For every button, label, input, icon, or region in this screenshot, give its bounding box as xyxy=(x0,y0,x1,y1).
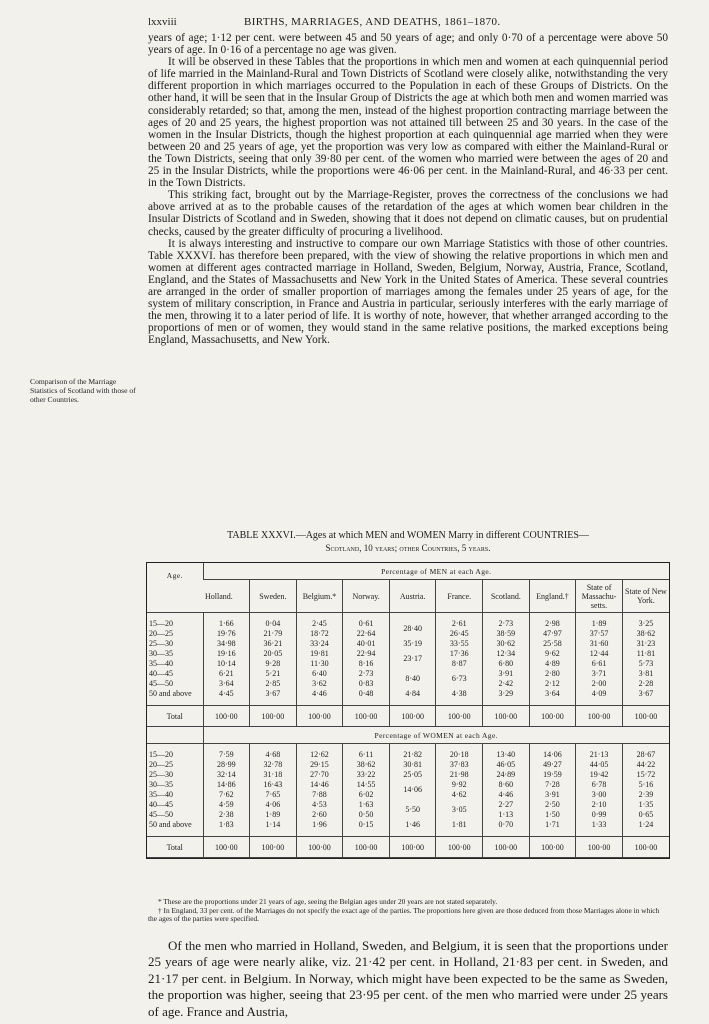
total-row xyxy=(147,837,669,858)
cell-austria: 1·46 xyxy=(389,820,436,830)
cell-belgium: 12·62 xyxy=(296,750,343,760)
cell-new_york: 2·28 xyxy=(622,679,669,689)
cell-france: 1·81 xyxy=(436,820,483,830)
page-header xyxy=(148,16,668,32)
cell-norway: 22·94 xyxy=(343,649,390,659)
cell-norway: 2·73 xyxy=(343,669,390,679)
cell-sweden: 3·67 xyxy=(250,689,297,699)
total-sweden: 100·00 xyxy=(250,837,297,858)
cell-france: 4·38 xyxy=(436,689,483,699)
cell-england: 7·28 xyxy=(529,780,576,790)
cell-england: 14·06 xyxy=(529,750,576,760)
cell-austria: 21·82 xyxy=(389,750,436,760)
cell-sweden: 1·89 xyxy=(250,810,297,820)
cell-holland: 34·98 xyxy=(203,639,250,649)
table-row xyxy=(147,750,669,760)
cell-belgium: 19·81 xyxy=(296,649,343,659)
total-holland: 100·00 xyxy=(203,706,250,727)
cell-sweden: 1·14 xyxy=(250,820,297,830)
cell-england: 1·71 xyxy=(529,820,576,830)
cell-holland: 28·99 xyxy=(203,760,250,770)
cell-holland: 3·64 xyxy=(203,679,250,689)
cell-massachusetts: 6·78 xyxy=(576,780,623,790)
cell-england: 2·80 xyxy=(529,669,576,679)
cell-england: 1·50 xyxy=(529,810,576,820)
cell-france: 4·62 xyxy=(436,790,483,800)
cell-scotland: 2·27 xyxy=(483,800,530,810)
table-row xyxy=(147,780,669,790)
cell-scotland: 3·91 xyxy=(483,669,530,679)
cell-austria: 23·17 xyxy=(389,649,436,669)
cell-scotland: 1·13 xyxy=(483,810,530,820)
cell-massachusetts: 19·42 xyxy=(576,770,623,780)
cell-holland: 4·59 xyxy=(203,800,250,810)
cell-holland: 1·83 xyxy=(203,820,250,830)
cell-france: 6·73 xyxy=(436,669,483,689)
cell-england: 19·59 xyxy=(529,770,576,780)
total-austria: 100·00 xyxy=(389,706,436,727)
cell-norway: 0·50 xyxy=(343,810,390,820)
table-row xyxy=(147,669,669,679)
age-label: 20—25 xyxy=(149,760,173,769)
cell-austria: 35·19 xyxy=(389,639,436,649)
cell-england: 2·12 xyxy=(529,679,576,689)
cell-new_york: 1·35 xyxy=(622,800,669,810)
cell-massachusetts: 3·71 xyxy=(576,669,623,679)
cell-france: 17·36 xyxy=(436,649,483,659)
cell-norway: 0·48 xyxy=(343,689,390,699)
cell-austria: 25·05 xyxy=(389,770,436,780)
paragraph: This striking fact, brought out by the Marriage-Register, proves the correctness of the conclusions we had above arrived at as to the probable causes of the retardation of the ages at which women bear children in the Insular Districts of Scotland and in Sweden, showing that it does not depend on climatic causes, but on prudential checks, caused by the greater difficulty of procuring a livelihood. xyxy=(148,189,668,238)
cell-new_york: 1·24 xyxy=(622,820,669,830)
cell-new_york: 0·65 xyxy=(622,810,669,820)
total-row xyxy=(147,706,669,727)
cell-england: 47·97 xyxy=(529,629,576,639)
age-label: 15—20 xyxy=(149,619,173,628)
age-label: 25—30 xyxy=(149,639,173,648)
cell-norway: 38·62 xyxy=(343,760,390,770)
column-header-france: France. xyxy=(436,580,483,613)
cell-belgium: 7·88 xyxy=(296,790,343,800)
age-label: 25—30 xyxy=(149,770,173,779)
total-belgium: 100·00 xyxy=(296,837,343,858)
total-massachusetts: 100·00 xyxy=(576,706,623,727)
cell-scotland: 12·34 xyxy=(483,649,530,659)
cell-belgium: 2·45 xyxy=(296,619,343,629)
column-header-scotland: Scotland. xyxy=(483,580,530,613)
cell-norway: 6·11 xyxy=(343,750,390,760)
cell-france: 26·45 xyxy=(436,629,483,639)
total-scotland: 100·00 xyxy=(483,706,530,727)
table-row xyxy=(147,760,669,770)
paragraph: It is always interesting and instructive to compare our own Marriage Statistics with those of other countries. Table XXXVI. has therefore been prepared, with the view of showing the relative proportions in which men and women at different ages contracted marriage in Holland, Sweden, Belgium, Norway, Austria, France, Scotland, England, and the States of Massachusetts and New York in the United States of America. These several countries are arranged in the order of smaller proportion of marriages among the females under 25 years of age, for the system of military conscription, in France and Austria in particular, seriously interferes with the early marriage of the men, throwing it to a later period of life. It is worthy of note, however, that whether arranged according to the proportions of men or of women, they would stand in the same relative positions, the marked exceptions being England, Massachusetts, and New York. xyxy=(148,237,668,347)
total-norway: 100·00 xyxy=(343,837,390,858)
cell-holland: 6·21 xyxy=(203,669,250,679)
cell-sweden: 16·43 xyxy=(250,780,297,790)
paragraph: Of the men who married in Holland, Sweden, and Belgium, it is seen that the proportions under 25 years of age were nearly alike, viz. 21·42 per cent. in Holland, 21·83 per cent. in Sweden, and 21·17 per cent. in Belgium. In Norway, which might have been expected to be the same as Sweden, the proportion was higher, seeing that 23·95 per cent. of the men who married were under 25 years of age. France and Austria, xyxy=(148,938,668,1019)
table-row xyxy=(147,800,669,810)
cell-holland: 19·16 xyxy=(203,649,250,659)
closing-text xyxy=(148,938,668,1020)
cell-massachusetts: 1·89 xyxy=(576,619,623,629)
cell-norway: 0·83 xyxy=(343,679,390,689)
table-title xyxy=(148,530,668,554)
cell-massachusetts: 2·00 xyxy=(576,679,623,689)
total-norway: 100·00 xyxy=(343,706,390,727)
column-header-new_york: State of New York. xyxy=(622,580,669,613)
cell-austria: 5·50 xyxy=(389,800,436,820)
women-section-header: Percentage of WOMEN at each Age. xyxy=(203,727,669,744)
table-row xyxy=(147,619,669,629)
cell-belgium: 6·40 xyxy=(296,669,343,679)
cell-france: 33·55 xyxy=(436,639,483,649)
cell-austria: 30·81 xyxy=(389,760,436,770)
margin-note: Comparison of the Marriage Statistics of Scotland with those of other Countries. xyxy=(30,377,136,404)
cell-massachusetts: 31·60 xyxy=(576,639,623,649)
cell-holland: 32·14 xyxy=(203,770,250,780)
age-label: 50 and above xyxy=(149,689,192,698)
age-column-header: Age. xyxy=(147,563,203,613)
cell-england: 3·91 xyxy=(529,790,576,800)
cell-france: 2·61 xyxy=(436,619,483,629)
table-row xyxy=(147,820,669,830)
cell-sweden: 4·68 xyxy=(250,750,297,760)
cell-austria: 14·06 xyxy=(389,780,436,800)
cell-scotland: 6·80 xyxy=(483,659,530,669)
cell-belgium: 11·30 xyxy=(296,659,343,669)
cell-belgium: 3·62 xyxy=(296,679,343,689)
table-row xyxy=(147,770,669,780)
cell-belgium: 18·72 xyxy=(296,629,343,639)
table-row xyxy=(147,689,669,699)
cell-massachusetts: 1·33 xyxy=(576,820,623,830)
cell-new_york: 3·67 xyxy=(622,689,669,699)
total-scotland: 100·00 xyxy=(483,837,530,858)
cell-scotland: 8·60 xyxy=(483,780,530,790)
cell-massachusetts: 12·44 xyxy=(576,649,623,659)
cell-massachusetts: 3·00 xyxy=(576,790,623,800)
cell-belgium: 14·46 xyxy=(296,780,343,790)
paragraph: It will be observed in these Tables that the proportions in which men and women at each quinquennial period of life married in the Mainland-Rural and Town Districts of Scotland were closely alike, notwithstanding the very different proportion in which marriages occurred to the Population in each of these Groups of Districts. On the other hand, it will be seen that in the Insular Group of Districts the age at which both men and women married was considerably retarded; so that, among the men, instead of the highest proportion contracting marriage between the ages of 20 and 25 years, the highest proportion was not attained till between 25 and 30 years. In the case of the women in the Insular Districts, though the highest proportion at each quinquennial age married when they were between 20 and 25 years of age, yet the proportion was very low as compared with either the Mainland-Rural or the Town Districts, seeing that only 39·80 per cent. of the women who married were between the ages of 20 and 25 in the Insular Districts, while the proportions were 46·06 per cent. in the Mainland-Rural, and 46·33 per cent. in the Town Districts. xyxy=(148,56,668,190)
men-section-header: Percentage of MEN at each Age. xyxy=(203,563,669,580)
age-label: 45—50 xyxy=(149,679,173,688)
cell-new_york: 11·81 xyxy=(622,649,669,659)
column-header-holland: Holland. xyxy=(203,580,250,613)
column-header-austria: Austria. xyxy=(389,580,436,613)
cell-belgium: 27·70 xyxy=(296,770,343,780)
cell-holland: 19·76 xyxy=(203,629,250,639)
cell-france: 21·98 xyxy=(436,770,483,780)
total-label: Total xyxy=(147,706,203,727)
table-row xyxy=(147,649,669,659)
cell-sweden: 32·78 xyxy=(250,760,297,770)
cell-england: 2·50 xyxy=(529,800,576,810)
cell-holland: 10·14 xyxy=(203,659,250,669)
cell-new_york: 2·39 xyxy=(622,790,669,800)
cell-holland: 4·45 xyxy=(203,689,250,699)
cell-massachusetts: 4·09 xyxy=(576,689,623,699)
cell-norway: 0·61 xyxy=(343,619,390,629)
cell-scotland: 2·73 xyxy=(483,619,530,629)
page-number: lxxviii xyxy=(148,16,177,28)
cell-france: 37·83 xyxy=(436,760,483,770)
column-header-sweden: Sweden. xyxy=(250,580,297,613)
cell-norway: 0·15 xyxy=(343,820,390,830)
age-label: 15—20 xyxy=(149,750,173,759)
table-row xyxy=(147,639,669,649)
cell-france: 3·05 xyxy=(436,800,483,820)
cell-england: 4·89 xyxy=(529,659,576,669)
paragraph: years of age; 1·12 per cent. were between 45 and 50 years of age; and only 0·70 of a percentage were above 50 years of age. In 0·16 of a percentage no age was given. xyxy=(148,32,668,57)
cell-new_york: 38·62 xyxy=(622,629,669,639)
cell-austria: 28·40 xyxy=(389,619,436,639)
cell-new_york: 3·25 xyxy=(622,619,669,629)
cell-new_york: 15·72 xyxy=(622,770,669,780)
cell-belgium: 33·24 xyxy=(296,639,343,649)
cell-new_york: 28·67 xyxy=(622,750,669,760)
cell-norway: 6·02 xyxy=(343,790,390,800)
cell-norway: 1·63 xyxy=(343,800,390,810)
age-label: 30—35 xyxy=(149,780,173,789)
cell-scotland: 3·29 xyxy=(483,689,530,699)
footnote: * These are the proportions under 21 years of age, seeing the Belgian ages under 20 years are not stated separately. xyxy=(158,897,498,906)
cell-massachusetts: 0·99 xyxy=(576,810,623,820)
column-header-norway: Norway. xyxy=(343,580,390,613)
total-massachusetts: 100·00 xyxy=(576,837,623,858)
age-label: 35—40 xyxy=(149,790,173,799)
total-label: Total xyxy=(147,837,203,858)
cell-sweden: 4·06 xyxy=(250,800,297,810)
cell-england: 25·58 xyxy=(529,639,576,649)
cell-england: 3·64 xyxy=(529,689,576,699)
cell-massachusetts: 6·61 xyxy=(576,659,623,669)
body-text xyxy=(148,32,668,346)
running-title: BIRTHS, MARRIAGES, AND DEATHS, 1861–1870. xyxy=(244,16,501,28)
footnote: † In England, 33 per cent. of the Marriages do not specify the exact age of the parties. The proportions here given are those deduced from those Marriages alone in which the ages of the parties were specified. xyxy=(148,905,660,924)
age-label: 40—45 xyxy=(149,800,173,809)
cell-sweden: 31·18 xyxy=(250,770,297,780)
cell-austria: 8·40 xyxy=(389,669,436,689)
total-sweden: 100·00 xyxy=(250,706,297,727)
total-france: 100·00 xyxy=(436,837,483,858)
cell-new_york: 5·73 xyxy=(622,659,669,669)
cell-england: 2·98 xyxy=(529,619,576,629)
age-label: 35—40 xyxy=(149,659,173,668)
cell-holland: 2·38 xyxy=(203,810,250,820)
cell-sweden: 0·04 xyxy=(250,619,297,629)
cell-sweden: 36·21 xyxy=(250,639,297,649)
cell-holland: 7·62 xyxy=(203,790,250,800)
total-france: 100·00 xyxy=(436,706,483,727)
cell-belgium: 29·15 xyxy=(296,760,343,770)
column-header-belgium: Belgium.* xyxy=(296,580,343,613)
cell-austria: 4·84 xyxy=(389,689,436,699)
cell-scotland: 46·05 xyxy=(483,760,530,770)
cell-france: 20·18 xyxy=(436,750,483,760)
age-label: 30—35 xyxy=(149,649,173,658)
total-holland: 100·00 xyxy=(203,837,250,858)
cell-scotland: 30·62 xyxy=(483,639,530,649)
cell-scotland: 38·59 xyxy=(483,629,530,639)
age-label: 50 and above xyxy=(149,820,192,829)
cell-norway: 22·64 xyxy=(343,629,390,639)
total-england: 100·00 xyxy=(529,837,576,858)
cell-new_york: 5·16 xyxy=(622,780,669,790)
cell-new_york: 31·23 xyxy=(622,639,669,649)
footnotes xyxy=(148,898,668,924)
age-label: 20—25 xyxy=(149,629,173,638)
age-label: 45—50 xyxy=(149,810,173,819)
cell-scotland: 0·70 xyxy=(483,820,530,830)
cell-massachusetts: 44·05 xyxy=(576,760,623,770)
cell-norway: 14·55 xyxy=(343,780,390,790)
cell-norway: 40·01 xyxy=(343,639,390,649)
cell-sweden: 2·85 xyxy=(250,679,297,689)
cell-scotland: 24·89 xyxy=(483,770,530,780)
column-header-massachusetts: State of Massachu-setts. xyxy=(576,580,623,613)
cell-holland: 7·59 xyxy=(203,750,250,760)
marriage-age-table xyxy=(146,562,670,859)
cell-france: 8·87 xyxy=(436,659,483,669)
cell-france: 9·92 xyxy=(436,780,483,790)
table-title-main: TABLE XXXVI.—Ages at which MEN and WOMEN Marry in different COUNTRIES— xyxy=(227,530,589,541)
cell-norway: 8·16 xyxy=(343,659,390,669)
cell-new_york: 3·81 xyxy=(622,669,669,679)
cell-new_york: 44·22 xyxy=(622,760,669,770)
total-austria: 100·00 xyxy=(389,837,436,858)
cell-scotland: 4·46 xyxy=(483,790,530,800)
total-new_york: 100·00 xyxy=(622,706,669,727)
cell-holland: 1·66 xyxy=(203,619,250,629)
cell-massachusetts: 2·10 xyxy=(576,800,623,810)
total-new_york: 100·00 xyxy=(622,837,669,858)
column-header-england: England.† xyxy=(529,580,576,613)
age-label: 40—45 xyxy=(149,669,173,678)
cell-norway: 33·22 xyxy=(343,770,390,780)
table-subtitle: Scotland, 10 years; other Countries, 5 years. xyxy=(325,543,491,553)
cell-massachusetts: 37·57 xyxy=(576,629,623,639)
cell-belgium: 1·96 xyxy=(296,820,343,830)
cell-belgium: 4·46 xyxy=(296,689,343,699)
cell-england: 9·62 xyxy=(529,649,576,659)
cell-sweden: 5·21 xyxy=(250,669,297,679)
total-england: 100·00 xyxy=(529,706,576,727)
cell-sweden: 9·28 xyxy=(250,659,297,669)
cell-sweden: 21·79 xyxy=(250,629,297,639)
total-belgium: 100·00 xyxy=(296,706,343,727)
cell-belgium: 2·60 xyxy=(296,810,343,820)
cell-sweden: 7·65 xyxy=(250,790,297,800)
cell-england: 49·27 xyxy=(529,760,576,770)
cell-massachusetts: 21·13 xyxy=(576,750,623,760)
cell-sweden: 20·05 xyxy=(250,649,297,659)
cell-scotland: 2·42 xyxy=(483,679,530,689)
cell-belgium: 4·53 xyxy=(296,800,343,810)
cell-scotland: 13·40 xyxy=(483,750,530,760)
cell-holland: 14·86 xyxy=(203,780,250,790)
